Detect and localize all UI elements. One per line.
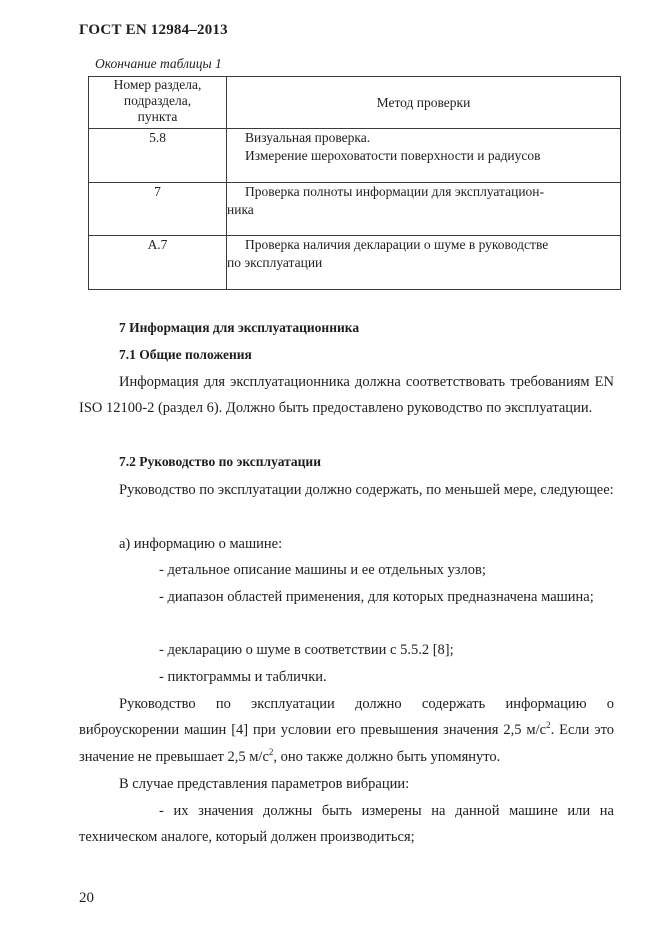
table-header-row	[89, 77, 621, 129]
row-number: 5.8	[89, 129, 227, 183]
section-7-2-heading: 7.2 Руководство по эксплуатации	[119, 454, 321, 469]
section-7-1-heading: 7.1 Общие положения	[119, 347, 252, 362]
method-line: по эксплуатации	[227, 255, 323, 270]
vibration-paragraph: Руководство по эксплуатации должно содержать информацию о виброускорении машин [4] при условии его превышения значения 2,5 $м/с^2$. Если это значение не превышает 2,5 $м/с^2$, оно также должно быть упомянуто.	[79, 696, 614, 765]
header-line: пункта	[137, 109, 178, 124]
method-line: Проверка полноты информации для эксплуатацион-	[245, 184, 545, 199]
header-line: Номер раздела,	[113, 77, 202, 92]
row-method	[227, 129, 621, 183]
bullet-item: - детальное описание машины и ее отдельных узлов;	[159, 562, 486, 578]
section-7-1-paragraph: Информация для эксплуатационника должна соответствовать требованиям EN ISO 12100-2 (раздел 6). Должно быть предоставлено руководство по эксплуатации.	[79, 374, 614, 417]
verification-table	[88, 76, 621, 290]
header-line: подраздела,	[123, 93, 192, 108]
section-7-2-intro: Руководство по эксплуатации должно содержать, по меньшей мере, следующее:	[119, 482, 614, 498]
row-number: 7	[89, 183, 227, 236]
method-line: Визуальная проверка.	[245, 130, 371, 145]
method-line: Проверка наличия декларации о шуме в руководстве	[245, 237, 549, 252]
table-row	[89, 129, 621, 183]
bullet-item: - диапазон областей применения, для которых предназначена машина;	[159, 589, 594, 605]
section-7-heading: 7 Информация для эксплуатационника	[119, 320, 360, 335]
method-line: ника	[227, 202, 254, 217]
table-row	[89, 236, 621, 290]
bullet-item: - пиктограммы и таблички.	[159, 669, 327, 685]
row-number: А.7	[89, 236, 227, 290]
row-method	[227, 236, 621, 290]
vibration-intro: В случае представления параметров вибрации:	[119, 776, 410, 792]
table-caption: Окончание таблицы 1	[95, 56, 222, 71]
document-title: ГОСТ EN 12984–2013	[79, 22, 228, 38]
column-header-section-number	[89, 77, 227, 129]
page-number: 20	[79, 890, 94, 906]
bullet-item: - декларацию о шуме в соответствии с 5.5.2 [8];	[159, 642, 454, 658]
method-line: Измерение шероховатости поверхности и радиусов	[245, 148, 541, 163]
table-row	[89, 183, 621, 236]
row-method	[227, 183, 621, 236]
vibration-bullet: - их значения должны быть измерены на данной машине или на техническом аналоге, который должен производиться;	[79, 803, 614, 846]
item-a: а) информацию о машине:	[119, 536, 283, 552]
column-header-method: Метод проверки	[227, 77, 621, 129]
